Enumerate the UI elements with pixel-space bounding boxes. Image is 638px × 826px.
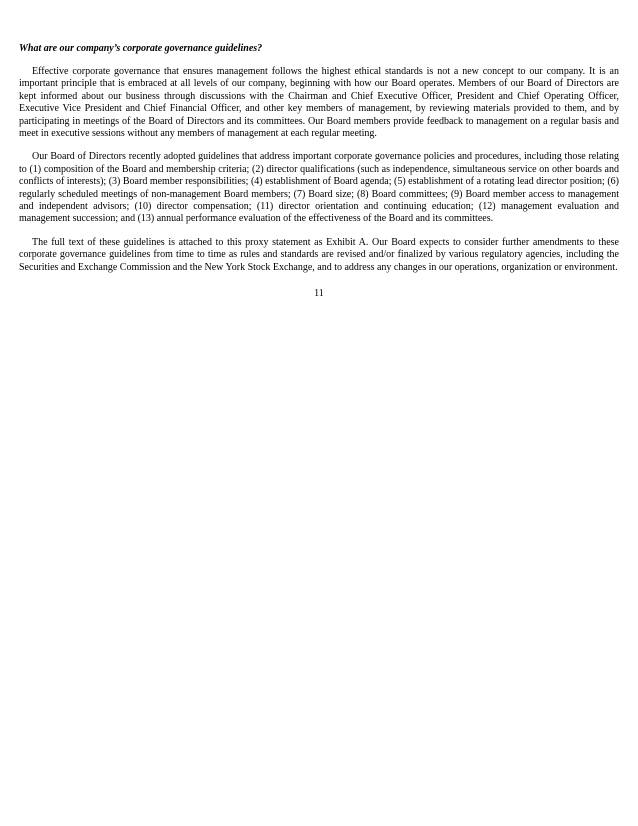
paragraph-exhibit-a: The full text of these guidelines is attached to this proxy statement as Exhibit A. Our Board expects to consider further amendments to these corporate governance guidelines from time to time as rules and standards are revised and/or finalized by various regulatory agencies, including the Securities and Exchange Commission and the New York Stock Exchange, and to address any changes in our operations, organization or environment.	[19, 236, 619, 273]
paragraph-board-feedback: Effective corporate governance that ensures management follows the highest ethical standards is not a new concept to our company. It is an important principle that is embraced at all levels of our company, beginning with how our Board operates. Members of our Board of Directors are kept informed about our business through discussions with the Chairman and Chief Executive Officer, President and Chief Operating Officer, Executive Vice President and Chief Financial Officer, and other key members of management, by reviewing materials provided to them, and by participating in meetings of the Board of Directors and its committees. Our Board members provide feedback to management on a regular basis and meet in executive sessions without any members of management at each regular meeting.	[19, 66, 619, 140]
document-page	[19, 43, 619, 300]
page-number: 11	[314, 288, 324, 300]
paragraph-guidelines-list: Our Board of Directors recently adopted guidelines that address important corporate governance policies and procedures, including those relating to (1) composition of the Board and membership criteria; (2) director qualifications (such as independence, simultaneous service on other boards and conflicts of interests); (3) Board member responsibilities; (4) establishment of Board agenda; (5) establishment of a rotating lead director position; (6) regularly scheduled meetings of non-management Board members; (7) Board size; (8) Board committees; (9) Board member access to management and independent advisors; (10) director compensation; (11) director orientation and continuing education; (12) management evaluation and management succession; and (13) annual performance evaluation of the effectiveness of the Board and its committees.	[19, 151, 619, 225]
section-heading: What are our company’s corporate governance guidelines?	[19, 43, 263, 54]
